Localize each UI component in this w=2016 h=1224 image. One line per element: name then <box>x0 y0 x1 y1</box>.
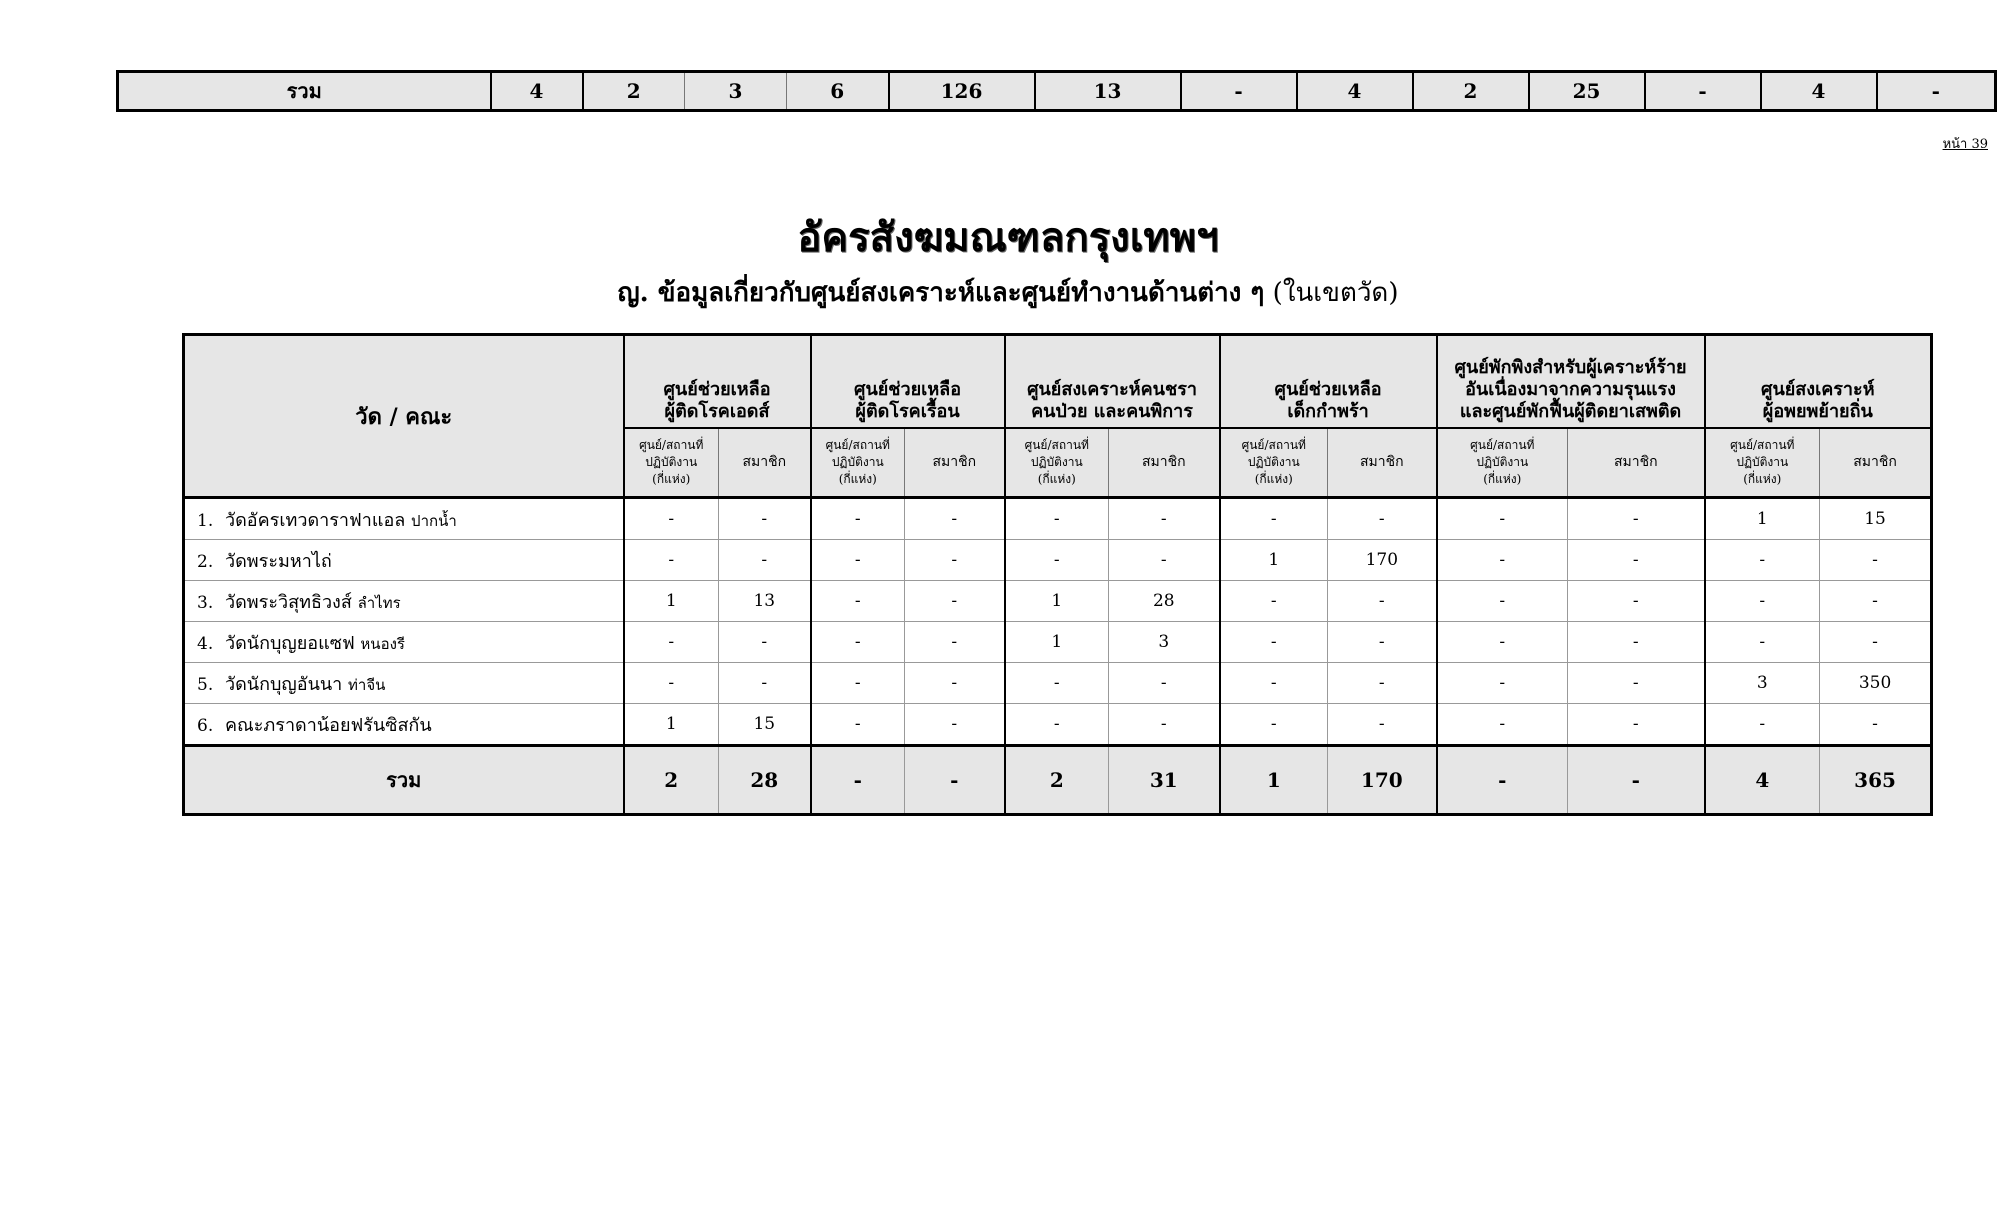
site-count-cell: - <box>1437 581 1568 622</box>
table-row <box>184 704 1932 746</box>
total-value-cell: - <box>905 746 1005 815</box>
site-count-cell: 1 <box>1005 622 1109 663</box>
member-count-cell: - <box>1328 498 1437 540</box>
group-header-shelter: ศูนย์พักพิงสำหรับผู้เคราะห์ร้าย อันเนื่องมาจากความรุนแรง และศูนย์พักฟื้นผู้ติดยาเสพติด <box>1437 335 1705 429</box>
member-count-cell: - <box>1109 704 1220 746</box>
member-count-cell: - <box>905 704 1005 746</box>
site-count-cell: - <box>1220 663 1328 704</box>
top-total-value: 2 <box>1413 72 1529 111</box>
total-value-cell: 31 <box>1109 746 1220 815</box>
site-count-cell: - <box>1705 704 1820 746</box>
member-header: สมาชิก <box>1820 428 1932 498</box>
row-number: 4. <box>197 633 214 654</box>
site-count-header: ศูนย์/สถานที่ ปฏิบัติงาน (กี่แห่ง) <box>1005 428 1109 498</box>
top-total-value: 25 <box>1529 72 1645 111</box>
site-count-cell: - <box>1220 622 1328 663</box>
top-total-value: 4 <box>1297 72 1413 111</box>
table-row <box>184 663 1932 704</box>
site-count-cell: - <box>1220 581 1328 622</box>
total-value-cell: 365 <box>1820 746 1932 815</box>
member-count-cell: - <box>1109 663 1220 704</box>
site-count-header: ศูนย์/สถานที่ ปฏิบัติงาน (กี่แห่ง) <box>1705 428 1820 498</box>
member-count-cell: 350 <box>1820 663 1932 704</box>
site-count-header: ศูนย์/สถานที่ ปฏิบัติงาน (กี่แห่ง) <box>1437 428 1568 498</box>
top-total-row <box>118 72 1996 111</box>
member-count-cell: - <box>1820 540 1932 581</box>
member-count-cell: - <box>1820 704 1932 746</box>
table-row <box>184 498 1932 540</box>
row-number: 6. <box>197 715 214 736</box>
site-count-cell: - <box>1705 622 1820 663</box>
total-row <box>184 746 1932 815</box>
site-count-cell: - <box>811 540 905 581</box>
group-header-elderly: ศูนย์สงเคราะห์คนชรา คนป่วย และคนพิการ <box>1005 335 1220 429</box>
member-header: สมาชิก <box>719 428 811 498</box>
top-total-value: - <box>1181 72 1297 111</box>
row-number: 5. <box>197 674 214 695</box>
member-count-cell: 3 <box>1109 622 1220 663</box>
member-count-cell: 170 <box>1328 540 1437 581</box>
member-count-cell: - <box>1568 540 1705 581</box>
site-count-cell: - <box>811 704 905 746</box>
wat-name-cell <box>184 581 624 622</box>
member-header: สมาชิก <box>905 428 1005 498</box>
member-count-cell: - <box>905 540 1005 581</box>
member-count-cell: - <box>719 622 811 663</box>
site-count-cell: - <box>1005 663 1109 704</box>
top-total-value: - <box>1877 72 1996 111</box>
wat-location: หนองรี <box>360 634 405 653</box>
member-count-cell: - <box>1568 622 1705 663</box>
top-total-value: 6 <box>787 72 889 111</box>
row-number: 1. <box>197 510 214 531</box>
member-count-cell: - <box>719 540 811 581</box>
wat-header: วัด / คณะ <box>184 335 624 498</box>
site-count-cell: - <box>811 581 905 622</box>
site-count-cell: - <box>1705 540 1820 581</box>
site-count-header: ศูนย์/สถานที่ ปฏิบัติงาน (กี่แห่ง) <box>811 428 905 498</box>
group-header-leprosy: ศูนย์ช่วยเหลือ ผู้ติดโรคเรื้อน <box>811 335 1005 429</box>
wat-name: วัดนักบุญยอแซฟ <box>225 632 355 654</box>
site-count-cell: 1 <box>1005 581 1109 622</box>
site-count-cell: - <box>624 498 719 540</box>
wat-name-cell <box>184 704 624 746</box>
member-header: สมาชิก <box>1568 428 1705 498</box>
top-total-value: 4 <box>1761 72 1877 111</box>
member-header: สมาชิก <box>1328 428 1437 498</box>
table-row <box>184 622 1932 663</box>
top-total-label: รวม <box>286 79 322 103</box>
member-count-cell: 15 <box>719 704 811 746</box>
group-header-orphans: ศูนย์ช่วยเหลือ เด็กกำพร้า <box>1220 335 1437 429</box>
group-header-row <box>184 335 1932 429</box>
total-label: รวม <box>184 746 624 815</box>
site-count-header: ศูนย์/สถานที่ ปฏิบัติงาน (กี่แห่ง) <box>1220 428 1328 498</box>
member-count-cell: 15 <box>1820 498 1932 540</box>
wat-location: ท่าจีน <box>348 675 386 694</box>
welfare-centers-table <box>182 333 1933 816</box>
site-count-cell: - <box>1005 540 1109 581</box>
site-count-cell: - <box>624 663 719 704</box>
top-total-value: 4 <box>491 72 583 111</box>
site-count-cell: - <box>811 498 905 540</box>
top-total-value: - <box>1645 72 1761 111</box>
site-count-cell: - <box>1437 540 1568 581</box>
wat-location: ลำไทร <box>357 593 401 612</box>
member-count-cell: - <box>719 663 811 704</box>
site-count-cell: - <box>624 540 719 581</box>
member-count-cell: 13 <box>719 581 811 622</box>
wat-location: ปากน้ำ <box>411 511 457 530</box>
group-header-migrants: ศูนย์สงเคราะห์ ผู้อพยพย้ายถิ่น <box>1705 335 1932 429</box>
site-count-cell: 1 <box>1705 498 1820 540</box>
member-count-cell: - <box>1820 581 1932 622</box>
site-count-cell: - <box>1220 498 1328 540</box>
member-count-cell: - <box>1568 581 1705 622</box>
total-value-cell: - <box>811 746 905 815</box>
wat-name-cell <box>184 663 624 704</box>
site-count-cell: - <box>1437 498 1568 540</box>
member-count-cell: - <box>1820 622 1932 663</box>
site-count-cell: 3 <box>1705 663 1820 704</box>
site-count-cell: - <box>1220 704 1328 746</box>
member-count-cell: 28 <box>1109 581 1220 622</box>
member-count-cell: - <box>1328 704 1437 746</box>
member-count-cell: - <box>1109 540 1220 581</box>
wat-name: วัดอัครเทวดาราฟาแอล <box>225 509 406 531</box>
site-count-cell: - <box>811 663 905 704</box>
member-count-cell: - <box>905 663 1005 704</box>
top-total-value: 2 <box>583 72 685 111</box>
top-total-value: 126 <box>889 72 1035 111</box>
top-total-value: 13 <box>1035 72 1181 111</box>
site-count-header: ศูนย์/สถานที่ ปฏิบัติงาน (กี่แห่ง) <box>624 428 719 498</box>
page-title: อัครสังฆมณฑลกรุงเทพฯ <box>797 214 1219 261</box>
subtitle-main: ญ. ข้อมูลเกี่ยวกับศูนย์สงเคราะห์และศูนย์ทำงานด้านต่าง ๆ <box>617 278 1265 308</box>
site-count-cell: - <box>1437 663 1568 704</box>
top-total-value: 3 <box>685 72 787 111</box>
site-count-cell: - <box>1705 581 1820 622</box>
member-count-cell: - <box>1328 663 1437 704</box>
wat-name-cell <box>184 540 624 581</box>
total-value-cell: 28 <box>719 746 811 815</box>
wat-name-cell <box>184 622 624 663</box>
member-count-cell: - <box>1568 704 1705 746</box>
wat-name: วัดพระมหาไถ่ <box>225 550 332 572</box>
member-count-cell: - <box>1328 622 1437 663</box>
member-header: สมาชิก <box>1109 428 1220 498</box>
member-count-cell: - <box>1568 663 1705 704</box>
member-count-cell: - <box>1568 498 1705 540</box>
total-value-cell: - <box>1568 746 1705 815</box>
table-row <box>184 540 1932 581</box>
site-count-cell: - <box>1437 704 1568 746</box>
wat-name: วัดนักบุญอันนา <box>225 673 343 695</box>
site-count-cell: 1 <box>1220 540 1328 581</box>
site-count-cell: 1 <box>624 581 719 622</box>
site-count-cell: - <box>1005 498 1109 540</box>
page-number: หน้า 39 <box>1942 137 1988 152</box>
site-count-cell: - <box>811 622 905 663</box>
member-count-cell: - <box>1328 581 1437 622</box>
table-row <box>184 581 1932 622</box>
top-total-table <box>116 70 1997 112</box>
total-value-cell: 2 <box>624 746 719 815</box>
total-value-cell: - <box>1437 746 1568 815</box>
site-count-cell: - <box>1005 704 1109 746</box>
wat-name: คณะภราดาน้อยฟรันซิสกัน <box>225 714 432 736</box>
subtitle-note: (ในเขตวัด) <box>1272 278 1399 308</box>
member-count-cell: - <box>905 581 1005 622</box>
group-header-aids: ศูนย์ช่วยเหลือ ผู้ติดโรคเอดส์ <box>624 335 811 429</box>
row-number: 3. <box>197 592 214 613</box>
total-value-cell: 2 <box>1005 746 1109 815</box>
wat-name-cell <box>184 498 624 540</box>
wat-name: วัดพระวิสุทธิวงส์ <box>225 591 352 613</box>
member-count-cell: - <box>719 498 811 540</box>
site-count-cell: - <box>1437 622 1568 663</box>
total-value-cell: 170 <box>1328 746 1437 815</box>
page-subtitle <box>0 272 2016 313</box>
site-count-cell: 1 <box>624 704 719 746</box>
total-value-cell: 4 <box>1705 746 1820 815</box>
total-value-cell: 1 <box>1220 746 1328 815</box>
row-number: 2. <box>197 551 214 572</box>
member-count-cell: - <box>1109 498 1220 540</box>
member-count-cell: - <box>905 498 1005 540</box>
table-body <box>184 498 1932 815</box>
site-count-cell: - <box>624 622 719 663</box>
member-count-cell: - <box>905 622 1005 663</box>
